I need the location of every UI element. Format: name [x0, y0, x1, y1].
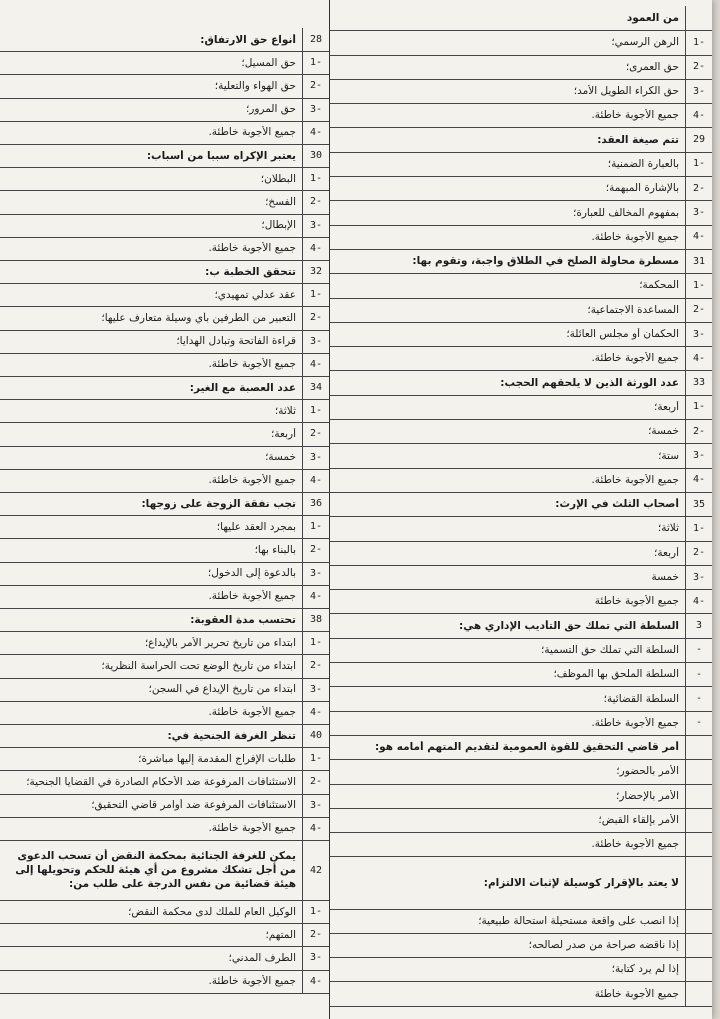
question-text: أصحاب الثلث في الإرث:	[555, 498, 679, 511]
answer-row	[329, 322, 712, 347]
answer-row	[329, 784, 712, 809]
item-number: -2	[302, 654, 329, 677]
answer-row	[0, 900, 329, 924]
item-number: -3	[685, 200, 712, 224]
answer-row	[0, 585, 329, 609]
answer-text: بمفهوم المخالف للعبارة؛	[573, 206, 679, 219]
item-number: -3	[302, 98, 329, 121]
answer-row	[0, 306, 329, 330]
item-number: 38	[302, 608, 329, 631]
question-row	[329, 249, 712, 274]
answer-text: بالدعوة إلى الدخول؛	[207, 567, 296, 580]
answer-row	[0, 538, 329, 562]
answer-row	[329, 957, 712, 982]
question-row	[329, 735, 712, 760]
answer-text: طلبات الإفراج المقدمة إليها مباشرة؛	[138, 752, 296, 765]
answer-row	[329, 346, 712, 371]
item-number: 40	[302, 724, 329, 747]
question-text: يمكن للغرفة الجنائية بمحكمة النقض أن تسحب الدعوى من أجل تشكك مشروع من أي هيئة للحكم وتحويلها إلى هيئة قضائية من نفس الدرجة على طلب من:	[15, 850, 296, 890]
question-text: عدد الورثة الذين لا يلحقهم الحجب:	[500, 376, 679, 389]
answer-row	[329, 176, 712, 201]
answer-text: جميع الأجوبة خاطئة.	[208, 975, 296, 988]
answer-row	[0, 283, 329, 307]
question-row	[329, 614, 712, 639]
answer-text: جميع الأجوبة خاطئة.	[591, 352, 679, 365]
question-row	[329, 128, 712, 153]
item-number: -2	[685, 419, 712, 443]
answer-row	[0, 353, 329, 377]
answer-row	[0, 562, 329, 586]
answer-text: الفسخ؛	[265, 195, 296, 208]
answer-text: بمجرد العقد عليها؛	[216, 520, 296, 533]
answer-row	[329, 808, 712, 833]
answer-text: المتهم؛	[265, 928, 296, 941]
answer-row	[329, 55, 712, 80]
answer-row	[329, 79, 712, 104]
item-number: -3	[302, 946, 329, 969]
item-number: 28	[302, 28, 329, 51]
question-row	[0, 724, 329, 748]
item-number: -1	[302, 747, 329, 770]
question-text: تنظر الغرفة الجنحية في:	[167, 729, 296, 742]
question-row	[0, 260, 329, 284]
item-number: -2	[685, 541, 712, 565]
answer-row	[329, 832, 712, 857]
answer-row	[329, 589, 712, 614]
answer-text: جميع الأجوبة خاطئة	[594, 987, 679, 1000]
question-text: من العمود	[626, 12, 679, 25]
question-row	[0, 492, 329, 516]
answer-row	[0, 190, 329, 214]
answer-text: التعبير من الطرفين بأي وسيلة متعارف عليها؛	[101, 311, 296, 324]
answer-text: جميع الأجوبة خاطئة.	[208, 706, 296, 719]
answer-text: جميع الأجوبة خاطئة.	[591, 109, 679, 122]
question-row	[0, 376, 329, 400]
question-text: مسطرة محاولة الصلح في الطلاق واجبة، وتقوم بها:	[412, 255, 679, 268]
answer-row	[0, 446, 329, 470]
answer-row	[0, 923, 329, 947]
answer-text: خمسة؛	[265, 451, 296, 464]
item-number: -3	[302, 562, 329, 585]
answer-text: خمسة؛	[648, 425, 679, 438]
item-number: -2	[302, 538, 329, 561]
question-text: السلطة التي تملك حق التأديب الإداري هي:	[459, 619, 679, 632]
item-number: -2	[685, 55, 712, 79]
answer-text: إذا ناقضه صراحة من صدر لصالحه؛	[528, 938, 679, 951]
left-column	[0, 0, 330, 1019]
answer-row	[0, 631, 329, 655]
answer-row	[0, 167, 329, 191]
answer-text: جميع الأجوبة خاطئة.	[591, 230, 679, 243]
item-number: -3	[685, 322, 712, 346]
answer-text: جميع الأجوبة خاطئة.	[208, 822, 296, 835]
answer-row	[329, 395, 712, 420]
item-number: -1	[302, 283, 329, 306]
answer-text: السلطة الملحق بها الموظف؛	[553, 668, 679, 681]
item-number: -4	[302, 121, 329, 144]
item-number: -3	[302, 678, 329, 701]
question-row	[0, 144, 329, 168]
answer-text: الطرف المدني؛	[228, 951, 296, 964]
item-number: -3	[685, 443, 712, 467]
question-text: أمر قاضي التحقيق للقوة العمومية لتقديم المتهم أمامه هو:	[374, 741, 679, 754]
answer-row	[329, 662, 712, 687]
answer-text: ثلاثة؛	[274, 404, 296, 417]
answer-text: خمسة	[651, 571, 679, 584]
answer-row	[0, 399, 329, 423]
item-number: -2	[302, 923, 329, 946]
item-number: -4	[302, 469, 329, 492]
question-text: تحتسب مدة العقوبة:	[190, 613, 296, 626]
item-number: -2	[302, 770, 329, 793]
item-number: -1	[685, 516, 712, 540]
answer-row	[0, 701, 329, 725]
answer-text: بالإشارة المبهمة؛	[605, 182, 679, 195]
item-number: -4	[685, 468, 712, 492]
answer-row	[329, 686, 712, 711]
question-row	[329, 492, 712, 517]
answer-row	[0, 770, 329, 794]
answer-text: عقد عدلي تمهيدي؛	[214, 288, 296, 301]
answer-row	[0, 817, 329, 841]
answer-row	[0, 214, 329, 238]
item-number: -2	[302, 306, 329, 329]
item-number: -4	[302, 585, 329, 608]
answer-row	[329, 638, 712, 663]
item-number: 29	[685, 128, 712, 152]
answer-text: ستة؛	[658, 449, 679, 462]
question-row	[329, 857, 712, 910]
item-number: -1	[685, 30, 712, 54]
answer-row	[329, 981, 712, 1006]
answer-row	[329, 711, 712, 736]
answer-text: أربعة؛	[271, 427, 296, 440]
question-row	[329, 6, 712, 31]
item-number: -	[685, 686, 712, 710]
answer-row	[0, 970, 329, 994]
answer-text: جميع الأجوبة خاطئة.	[208, 590, 296, 603]
item-number: -4	[302, 701, 329, 724]
item-number: -4	[302, 817, 329, 840]
answer-text: حق المرور؛	[245, 103, 296, 116]
question-text: لا يعتد بالإقرار كوسيلة لإثبات الالتزام:	[483, 876, 679, 889]
question-text: تجب نفقة الزوجة على زوجها:	[141, 497, 296, 510]
question-row	[0, 608, 329, 632]
answer-row	[329, 200, 712, 225]
item-number: -	[685, 638, 712, 662]
item-number: -4	[685, 589, 712, 613]
right-column	[329, 0, 712, 1019]
answer-row	[0, 678, 329, 702]
answer-text: الحكمان أو مجلس العائلة؛	[566, 328, 679, 341]
item-number	[685, 981, 712, 1005]
answer-text: الأمر بالحضور؛	[616, 765, 679, 778]
item-number: -4	[302, 353, 329, 376]
answer-text: إذا لم يرد كتابة؛	[611, 963, 679, 976]
answer-text: جميع الأجوبة خاطئة.	[208, 126, 296, 139]
item-number: -2	[685, 176, 712, 200]
answer-row	[0, 515, 329, 539]
answer-text: ابتداء من تاريخ تحرير الأمر بالإيداع؛	[144, 636, 296, 649]
item-number: -3	[302, 446, 329, 469]
answer-row	[329, 516, 712, 541]
item-number	[685, 735, 712, 759]
item-number: -	[685, 662, 712, 686]
question-text: يعتبر الإكراه سببا من أسباب:	[146, 149, 296, 162]
item-number: 3	[685, 614, 712, 638]
question-row	[329, 371, 712, 396]
answer-row	[0, 422, 329, 446]
item-number: -1	[302, 515, 329, 538]
answer-row	[329, 759, 712, 784]
item-number	[685, 957, 712, 981]
answer-text: جميع الأجوبة خاطئة	[594, 595, 679, 608]
answer-text: إذا انصب على واقعة مستحيلة استحالة طبيعية؛	[478, 914, 679, 927]
answer-text: حق المسيل؛	[241, 56, 296, 69]
answer-row	[329, 273, 712, 298]
question-text: أنواع حق الارتفاق:	[200, 33, 296, 46]
item-number: -1	[302, 399, 329, 422]
answer-text: البطلان؛	[260, 172, 296, 185]
item-number: -1	[302, 167, 329, 190]
answer-text: جميع الأجوبة خاطئة.	[208, 474, 296, 487]
answer-text: الاستئنافات المرفوعة ضد أوامر قاضي التحقيق؛	[91, 799, 296, 812]
item-number	[685, 832, 712, 856]
answer-row	[329, 468, 712, 493]
answer-text: الوكيل العام للملك لدى محكمة النقض؛	[128, 905, 296, 918]
answer-text: جميع الأجوبة خاطئة.	[208, 358, 296, 371]
answer-text: ابتداء من تاريخ الوضع تحت الحراسة النظرية؛	[101, 659, 296, 672]
item-number: -1	[685, 395, 712, 419]
answer-row	[0, 330, 329, 354]
item-number: -3	[302, 330, 329, 353]
question-text: تتم صيغة العقد:	[597, 133, 679, 146]
item-number: 31	[685, 249, 712, 273]
answer-row	[329, 565, 712, 590]
item-number	[685, 909, 712, 933]
answer-text: جميع الأجوبة خاطئة.	[591, 716, 679, 729]
answer-text: المساعدة الاجتماعية؛	[587, 303, 679, 316]
answer-row	[329, 152, 712, 177]
item-number: 36	[302, 492, 329, 515]
item-number: 34	[302, 376, 329, 399]
item-number: -1	[302, 51, 329, 74]
item-number: -4	[685, 225, 712, 249]
question-row	[0, 840, 329, 901]
item-number: 42	[302, 840, 329, 900]
item-number: 33	[685, 371, 712, 395]
answer-row	[329, 933, 712, 958]
answer-row	[0, 946, 329, 970]
item-number: -4	[302, 970, 329, 993]
answer-row	[0, 121, 329, 145]
answer-row	[0, 237, 329, 261]
item-number	[685, 933, 712, 957]
item-number: -3	[302, 214, 329, 237]
item-number: -1	[302, 900, 329, 923]
answer-text: أربعة؛	[654, 546, 679, 559]
item-number: -4	[302, 237, 329, 260]
question-row	[0, 28, 329, 52]
answer-text: ثلاثة؛	[657, 522, 679, 535]
question-text: عدد العصبة مع الغير:	[189, 381, 296, 394]
answer-text: الأمر بالإحضار؛	[616, 789, 679, 802]
answer-row	[0, 74, 329, 98]
item-number: -1	[685, 152, 712, 176]
item-number: -2	[302, 422, 329, 445]
answer-text: الرهن الرسمي؛	[611, 36, 679, 49]
answer-row	[0, 51, 329, 75]
item-number: -	[685, 711, 712, 735]
question-text: تتحقق الخطبة ب:	[205, 265, 296, 278]
item-number: -3	[685, 565, 712, 589]
answer-text: جميع الأجوبة خاطئة.	[591, 838, 679, 851]
item-number	[685, 808, 712, 832]
answer-row	[0, 469, 329, 493]
item-number	[685, 857, 712, 909]
answer-text: الاستئنافات المرفوعة ضد الأحكام الصادرة في القضايا الجنحية؛	[26, 775, 296, 788]
answer-text: المحكمة؛	[639, 279, 679, 292]
answer-text: حق العمرى؛	[625, 60, 679, 73]
item-number	[685, 6, 712, 30]
item-number: 35	[685, 492, 712, 516]
answer-row	[0, 794, 329, 818]
item-number: -1	[302, 631, 329, 654]
answer-row	[329, 419, 712, 444]
answer-row	[329, 30, 712, 55]
item-number: -2	[302, 74, 329, 97]
answer-row	[329, 103, 712, 128]
answer-row	[329, 909, 712, 934]
answer-text: الإبطال؛	[261, 219, 296, 232]
item-number: -2	[302, 190, 329, 213]
answer-text: الأمر بإلقاء القبض؛	[598, 814, 679, 827]
answer-text: السلطة القضائية؛	[603, 692, 679, 705]
answer-row	[329, 443, 712, 468]
answer-text: أربعة؛	[654, 400, 679, 413]
answer-text: جميع الأجوبة خاطئة.	[591, 473, 679, 486]
answer-text: حق الكراء الطويل الأمد؛	[573, 85, 679, 98]
item-number: 32	[302, 260, 329, 283]
answer-text: السلطة التي تملك حق التسمية؛	[540, 643, 679, 656]
item-number: -3	[685, 79, 712, 103]
answer-row	[329, 225, 712, 250]
item-number: 30	[302, 144, 329, 167]
answer-text: قراءة الفاتحة وتبادل الهدايا؛	[176, 335, 296, 348]
answer-row	[329, 541, 712, 566]
item-number: -4	[685, 346, 712, 370]
answer-text: بالعبارة الضمنية؛	[607, 157, 679, 170]
item-number: -3	[302, 794, 329, 817]
item-number: -4	[685, 103, 712, 127]
item-number: -2	[685, 298, 712, 322]
answer-row	[329, 298, 712, 323]
answer-row	[0, 98, 329, 122]
answer-row	[0, 654, 329, 678]
answer-text: جميع الأجوبة خاطئة.	[208, 242, 296, 255]
answer-text: بالبناء بها؛	[254, 543, 296, 556]
item-number	[685, 784, 712, 808]
item-number: -1	[685, 273, 712, 297]
answer-row	[0, 747, 329, 771]
answer-text: حق الهواء والتعلية؛	[214, 79, 296, 92]
item-number	[685, 759, 712, 783]
answer-text: ابتداء من تاريخ الإيداع في السجن؛	[148, 683, 296, 696]
